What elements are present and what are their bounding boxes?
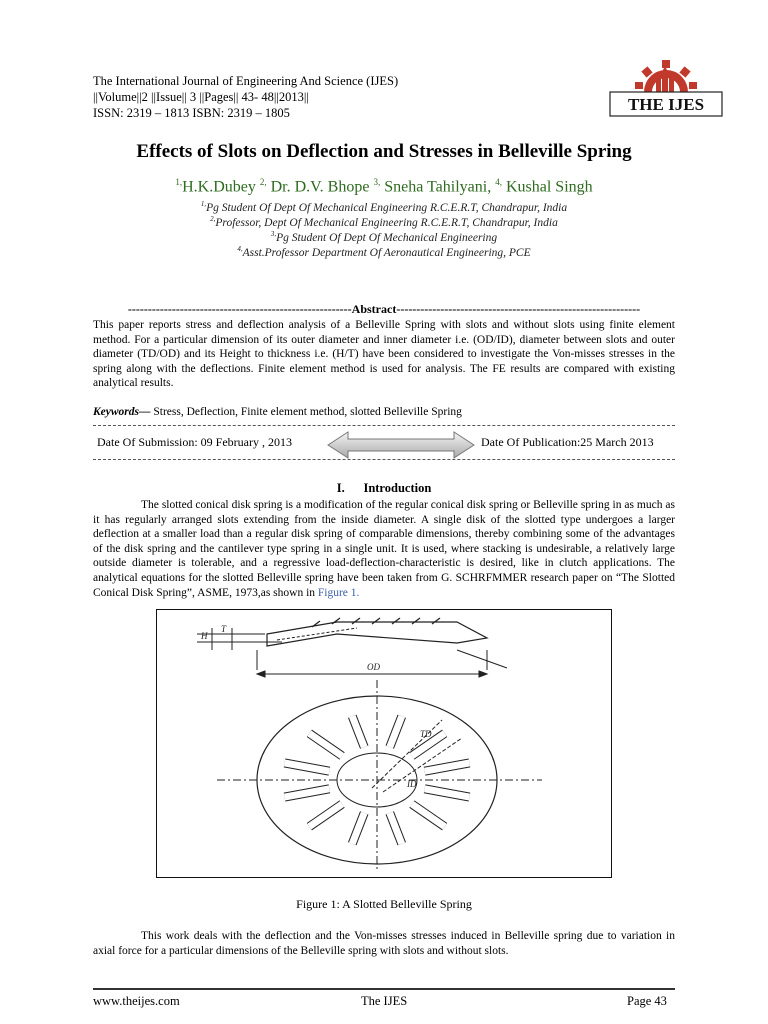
svg-text:T: T [221,624,227,634]
author-name: H.K.Dubey [182,178,256,196]
divider [93,425,675,426]
affiliation-1: $^{1,}$Pg Student Of Dept Of Mechanical Engineering R.C.E.R.T, Chandrapur, India [200,200,568,214]
slot-fill [309,733,342,756]
author-list: $^{1,}$H.K.Dubey $^{2,}$ Dr. D.V. Bhope $^{3,}$ Sneha Tahilyani, $^{4,}$ Kushal Singh [175,177,593,196]
publication-date: Date Of Publication:25 March 2013 [481,435,654,449]
figure-link[interactable]: Figure 1. [317,586,360,599]
slot-fill [309,804,342,827]
figure-caption: Figure 1: A Slotted Belleville Spring [296,897,472,911]
ijes-logo [604,48,728,120]
body-paragraph: This work deals with the deflection and the Von-misses stresses induced in Belleville spring due to variation in axial force for a particular dimensions of the Belleville spring with slots and without slots. [93,930,675,957]
footer-website[interactable]: www.theijes.com [93,994,180,1008]
logo-text: THE IJES [627,95,705,114]
issn-line: ISSN: 2319 – 1813 ISBN: 2319 – 1805 [93,106,290,120]
svg-text:H: H [201,631,208,641]
affiliation-4: $^{4,}$Asst.Professor Department Of Aeronautical Engineering, PCE [237,245,531,259]
footer-rule [93,988,675,990]
abstract-text: This paper reports stress and deflection analysis of a Belleville Spring with slots and without slots using finite element method. For a particular dimension of its outer diameter and inner diameter i.e. (OD/ID), diameter between slots and outer diameter (TD/OD) and its Height to thickness i.e. (H/T) have been considered to investigate the Von-misses stresses in the spring along with the deflections. Finite element method is used for analysis. The FE results are compared with existing analytical results. [93,319,675,390]
svg-text:TD: TD [420,729,432,739]
author-name: Kushal Singh [505,178,593,196]
paper-title: Effects of Slots on Deflection and Stresses in Belleville Spring [136,141,632,162]
section-heading: I. Introduction [336,481,432,495]
keywords: Keywords— Stress, Deflection, Finite element method, slotted Belleville Spring [93,406,462,418]
slotted-spring-drawing [157,610,611,877]
submission-date: Date Of Submission: 09 February , 2013 [97,435,292,449]
slot-fill [425,789,470,797]
page-number: Page 43 [627,994,667,1008]
figure-1 [156,609,612,878]
author-name: Sneha Tahilyani, [384,178,492,196]
author-name: Dr. D.V. Bhope [270,178,370,196]
svg-text:ID: ID [407,779,417,789]
divider [93,459,675,460]
footer-journal: The IJES [361,994,408,1008]
abstract-heading: --------------------------------------------------------Abstract------------------------------------------------------------- [127,302,641,316]
slot-fill [285,789,330,797]
slot-fill [425,763,470,771]
journal-title: The International Journal of Engineering And Science (IJES) [93,74,399,88]
slot-fill [412,804,445,827]
svg-text:OD: OD [367,662,380,672]
affiliation-3: $^{3,}$Pg Student Of Dept Of Mechanical Engineering [270,230,498,244]
volume-line: ||Volume||2 ||Issue|| 3 ||Pages|| 43- 48||2013|| [93,90,309,104]
slot-fill [285,763,330,771]
affiliation-2: $^{2,}$Professor, Dept Of Mechanical Engineering R.C.E.R.T, Chandrapur, India [210,215,558,229]
intro-paragraph: The slotted conical disk spring is a modification of the regular conical disk spring or Belleville spring in as much as it has regularly arranged slots extending from the inside diameter. A single disk of the slotted type undergoes a larger deflection at a smaller load than a regular disk spring of comparable dimensions, thereby combining some of the advantages of the disk spring and the cantilever type spring in a single unit. It is used, where stacking is undesirable, a relatively large outside diameter is tolerable, and a regressive load-deflection-characteristic is desired, like in clutch applications. The analytical equations for the slotted Belleville spring have been taken from G. SCHRFMMER research paper on “The Slotted Conical Disk Spring”, ASME, 1973,as shown in Figure 1. [93,499,675,599]
